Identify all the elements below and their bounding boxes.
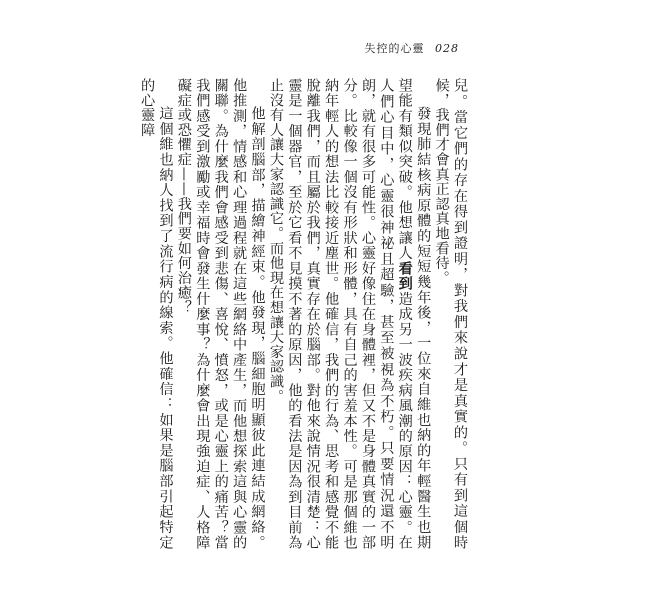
paragraph-text: 發現肺結核病原體的短短幾年後，一位來自維也納的年輕醫生也期望能有類似突破。他想讓人 [396,78,432,550]
paragraph [138,78,175,550]
paragraph [267,78,433,550]
running-header [365,40,460,56]
vertical-text-block [138,78,469,550]
page-number: 028 [435,42,459,55]
emphasized-text: 看到 [396,260,413,292]
book-title: 失控的心靈 [364,42,425,55]
paragraph-text: 造成另一波疾病風潮的原因：心靈。在人們心目中，心靈很神祕且超驗，甚至被視為不朽。只要情況還不明朗，就有很多可能性。心靈好像住在身體裡，但又不是身體真實的一部分。比較像一個沒有形狀和形體，具有自己的害羞本性。可是那個維也納年輕人的想法比較接近塵世。他確信，我們的行為、思考和感覺不能脫離我們，而且屬於我們，真實存在於腦部。對他來說情況很清楚：心靈是一個器官，至於它看不見摸不著的原因，他的看法是因為到目前為止沒有人讓大家認識它。而他現在想讓大家認識。 [267,78,413,550]
paragraph [432,78,469,550]
paragraph [175,78,267,550]
paragraph-text: 他解剖腦部，描繪神經束。他發現，腦細胞明顯彼此連結成網絡。他推測，情感和心理過程就在這些網絡中產生，而他想探索這與心靈的關聯。為什麼我們會感受到悲傷、喜悅、憤怒，或是心靈上的痛苦？當我們感受到激勵或幸福時會發生什麼事？為什麼會出現強迫症、人格障礙症或恐懼症——我們要如何治癒？ [175,78,266,550]
paragraph-text: 兒。當它們的存在得到證明，對我們來說才是真實的。只有到這個時候，我們才會真正認真地看待。 [433,78,468,550]
paragraph-text: 這個維也納人找到了流行病的線索。他確信：如果是腦部引起特定的心靈障 [139,78,174,550]
